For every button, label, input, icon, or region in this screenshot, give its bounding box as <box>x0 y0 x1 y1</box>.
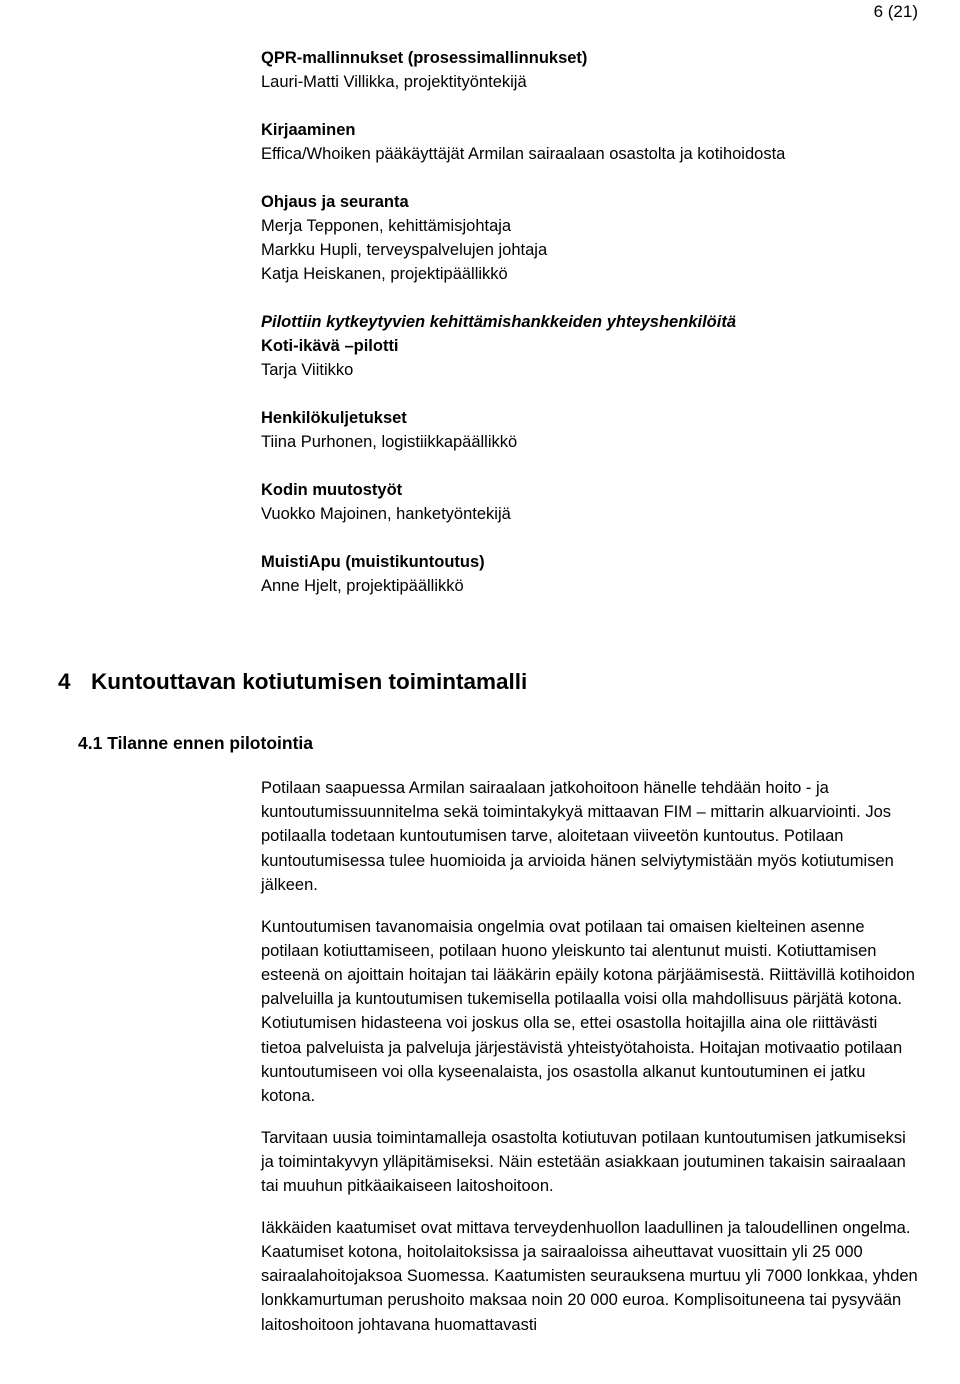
page-number: 6 (21) <box>873 2 918 21</box>
paragraph: Tarvitaan uusia toimintamalleja osastolta kotiutuvan potilaan kuntoutumisen jatkumiseksi ja toimintakyvyn ylläpitämiseksi. Näin estetään asiakkaan joutuminen takaisin sairaalaan tai muuhun pitkäaikaiseen laitoshoitoon. <box>261 1128 906 1196</box>
contact-person: Vuokko Majoinen, hanketyöntekijä <box>261 505 511 523</box>
contact-group-title: Koti-ikävä –pilotti <box>261 337 399 355</box>
contact-group-title: Henkilökuljetukset <box>261 409 407 427</box>
contact-person: Merja Tepponen, kehittämisjohtaja <box>261 217 512 235</box>
contact-person: Katja Heiskanen, projektipäällikkö <box>261 265 508 283</box>
subsection-heading: 4.1 Tilanne ennen pilotointia <box>78 733 313 753</box>
section-number: 4 <box>58 669 71 694</box>
section-title: Kuntouttavan kotiutumisen toimintamalli <box>91 669 528 694</box>
contact-person: Tarja Viitikko <box>261 361 354 379</box>
body-text <box>261 776 921 1354</box>
contact-group-title: Kirjaaminen <box>261 121 356 139</box>
contact-group <box>261 478 921 526</box>
section-heading <box>58 669 527 695</box>
paragraph: Iäkkäiden kaatumiset ovat mittava terveydenhuollon laadullinen ja taloudellinen ongelma. Kaatumiset kotona, hoitolaitoksissa ja sairaaloissa aiheuttavat vuosittain yli 25 000 sairaalahoitojaksoa Suomessa. Kaatumisten seurauksena murtuu yli 7000 lonkkaa, yhden lonkkamurtuman perushoito maksaa noin 20 000 euroa. Komplisoituneena tai pysyvään laitoshoitoon johtavana huomattavasti <box>261 1218 918 1334</box>
contact-person: Lauri-Matti Villikka, projektityöntekijä <box>261 73 527 91</box>
contact-group <box>261 406 921 454</box>
paragraph: Kuntoutumisen tavanomaisia ongelmia ovat potilaan tai omaisen kielteinen asenne potilaan kotiuttamiseen, potilaan huono yleiskunto tai alentunut muisti. Kotiuttamisen esteenä on ajoittain hoitajan tai lääkärin epäily kotona pärjäämisestä. Riittävillä kotihoidon palveluilla ja kuntoutumisen tukemisella potilaalla voisi olla mahdollisuus pärjätä kotona. Kotiutumisen hidasteena voi joskus olla se, ettei osastolla hoitajilla aina ole riittävästi tietoa palveluista ja palveluja järjestävistä yhteistyötahoista. Hoitajan motivaatio potilaan kuntoutumiseen voi olla kyseenalaista, jos osastolla alkanut kuntoutuminen ei jatku kotona. <box>261 917 915 1105</box>
contact-group-title: Kodin muutostyöt <box>261 481 403 499</box>
paragraph: Potilaan saapuessa Armilan sairaalaan jatkohoitoon hänelle tehdään hoito - ja kuntoutumissuunnitelma sekä toimintakykyä mittaavan FIM – mittarin alkuarviointi. Jos potilaalla todetaan kuntoutumisen tarve, aloitetaan viiveetön kuntoutus. Potilaan kuntoutumisessa tulee huomioida ja arvioida hänen selviytymistään myös kotiutumisen jälkeen. <box>261 779 894 894</box>
contact-section-subtitle: Pilottiin kytkeytyvien kehittämishankkeiden yhteyshenkilöitä <box>261 313 736 331</box>
contact-group <box>261 310 921 382</box>
contact-group <box>261 118 921 166</box>
contact-group-title: Ohjaus ja seuranta <box>261 193 409 211</box>
contact-group-title: MuistiApu (muistikuntoutus) <box>261 553 485 571</box>
contact-person: Anne Hjelt, projektipäällikkö <box>261 577 464 595</box>
contact-group <box>261 46 921 94</box>
contacts-section <box>261 46 921 622</box>
contact-person: Tiina Purhonen, logistiikkapäällikkö <box>261 433 518 451</box>
contact-group <box>261 190 921 286</box>
contact-group <box>261 550 921 598</box>
contact-group-title: QPR-mallinnukset (prosessimallinnukset) <box>261 49 588 67</box>
contact-person: Effica/Whoiken pääkäyttäjät Armilan sairaalaan osastolta ja kotihoidosta <box>261 145 786 163</box>
contact-person: Markku Hupli, terveyspalvelujen johtaja <box>261 241 548 259</box>
